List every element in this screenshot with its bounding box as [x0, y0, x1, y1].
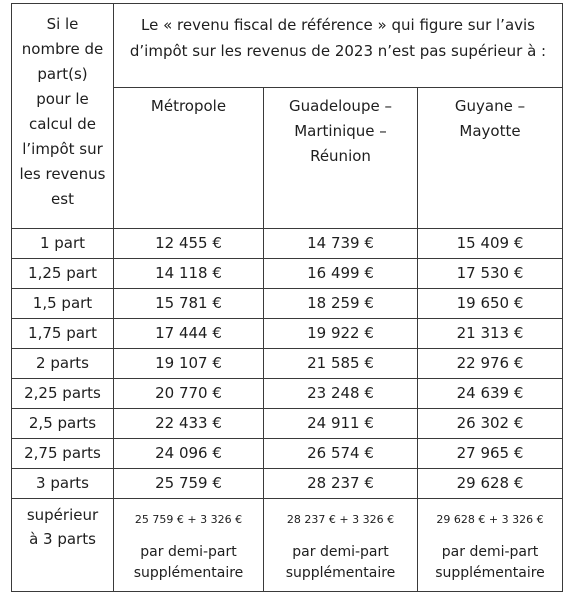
- value-cell: 17 444 €: [114, 319, 264, 349]
- table-row: [12, 349, 563, 379]
- parts-cell: 1,25 part: [12, 259, 114, 289]
- value-cell: 28 237 €: [264, 469, 418, 499]
- value-cell: 19 922 €: [264, 319, 418, 349]
- income-threshold-table-container: [11, 3, 563, 592]
- parts-cell: 2,75 parts: [12, 439, 114, 469]
- value-cell: 14 118 €: [114, 259, 264, 289]
- value-cell: 24 911 €: [264, 409, 418, 439]
- parts-cell: 1,75 part: [12, 319, 114, 349]
- value-cell: 24 096 €: [114, 439, 264, 469]
- table-row: [12, 379, 563, 409]
- value-cell: 26 302 €: [418, 409, 563, 439]
- parts-cell: 2,5 parts: [12, 409, 114, 439]
- value-cell: 29 628 €: [418, 469, 563, 499]
- table-row-above-3-parts: [12, 499, 563, 592]
- formula-cell: [114, 499, 264, 592]
- value-cell: 22 433 €: [114, 409, 264, 439]
- value-cell: 21 585 €: [264, 349, 418, 379]
- value-cell: 21 313 €: [418, 319, 563, 349]
- formula-text: 28 237 € + 3 326 €: [286, 513, 395, 526]
- value-cell: 27 965 €: [418, 439, 563, 469]
- parts-cell: 1,5 part: [12, 289, 114, 319]
- value-cell: 19 107 €: [114, 349, 264, 379]
- table-row: [12, 469, 563, 499]
- formula-cell: [264, 499, 418, 592]
- table-row: [12, 409, 563, 439]
- value-cell: 23 248 €: [264, 379, 418, 409]
- income-threshold-header: Le « revenu fiscal de référence » qui figure sur l’avis d’impôt sur les revenus de 2023 n’est pas supérieur à :: [114, 4, 563, 88]
- parts-cell: 3 parts: [12, 469, 114, 499]
- value-cell: 20 770 €: [114, 379, 264, 409]
- parts-cell: 2 parts: [12, 349, 114, 379]
- parts-cell: supérieur à 3 parts: [12, 499, 114, 592]
- region-header-guadeloupe-martinique-reunion: Guadeloupe – Martinique – Réunion: [264, 88, 418, 229]
- value-cell: 15 781 €: [114, 289, 264, 319]
- table-row: [12, 289, 563, 319]
- value-cell: 24 639 €: [418, 379, 563, 409]
- value-cell: 17 530 €: [418, 259, 563, 289]
- value-cell: 25 759 €: [114, 469, 264, 499]
- income-threshold-table: [11, 3, 563, 592]
- value-cell: 22 976 €: [418, 349, 563, 379]
- table-row: [12, 229, 563, 259]
- formula-note: par demi-part supplémentaire: [435, 544, 545, 581]
- parts-column-header: Si le nombre de part(s) pour le calcul de l’impôt sur les revenus est: [12, 4, 114, 229]
- formula-text: 29 628 € + 3 326 €: [436, 513, 544, 526]
- value-cell: 14 739 €: [264, 229, 418, 259]
- value-cell: 12 455 €: [114, 229, 264, 259]
- formula-text: 25 759 € + 3 326 €: [134, 513, 243, 526]
- value-cell: 18 259 €: [264, 289, 418, 319]
- value-cell: 15 409 €: [418, 229, 563, 259]
- table-row: [12, 319, 563, 349]
- value-cell: 16 499 €: [264, 259, 418, 289]
- table-row: [12, 259, 563, 289]
- region-header-metropole: Métropole: [114, 88, 264, 229]
- parts-cell: 1 part: [12, 229, 114, 259]
- value-cell: 26 574 €: [264, 439, 418, 469]
- formula-note: par demi-part supplémentaire: [285, 544, 396, 581]
- value-cell: 19 650 €: [418, 289, 563, 319]
- formula-cell: [418, 499, 563, 592]
- region-header-guyane-mayotte: Guyane – Mayotte: [418, 88, 563, 229]
- parts-cell: 2,25 parts: [12, 379, 114, 409]
- table-row: [12, 439, 563, 469]
- formula-note: par demi-part supplémentaire: [133, 544, 244, 581]
